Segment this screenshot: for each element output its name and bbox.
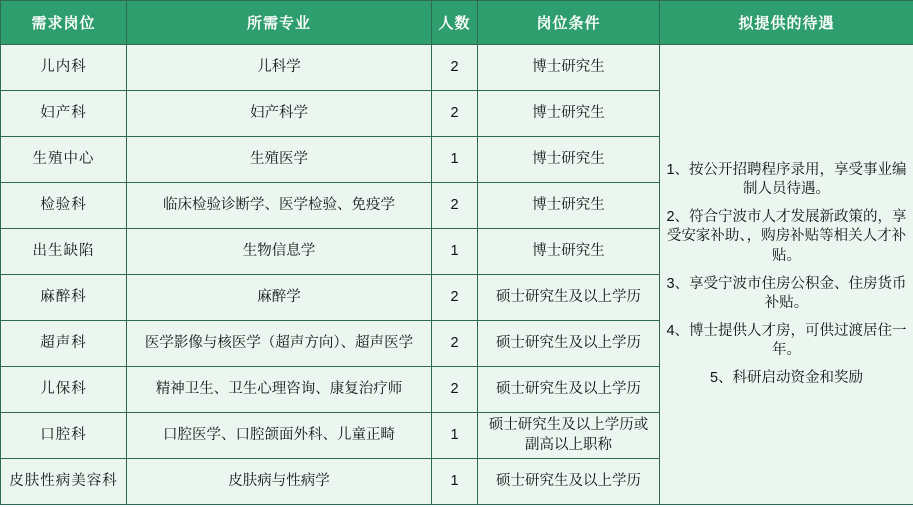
cell-major: 妇产科学 xyxy=(127,91,432,137)
cell-condition: 硕士研究生及以上学历 xyxy=(478,275,660,321)
column-header-major: 所需专业 xyxy=(127,1,432,45)
cell-count: 2 xyxy=(432,91,478,137)
cell-major: 医学影像与核医学（超声方向）、超声医学 xyxy=(127,321,432,367)
benefit-item-1: 1、按公开招聘程序录用，享受事业编制人员待遇。 xyxy=(666,161,907,198)
cell-count: 2 xyxy=(432,367,478,413)
cell-major: 生物信息学 xyxy=(127,229,432,275)
cell-condition: 硕士研究生及以上学历 xyxy=(478,459,660,505)
cell-major: 皮肤病与性病学 xyxy=(127,459,432,505)
benefit-item-4: 4、博士提供人才房，可供过渡居住一年。 xyxy=(666,322,907,359)
cell-major: 临床检验诊断学、医学检验、免疫学 xyxy=(127,183,432,229)
cell-condition: 博士研究生 xyxy=(478,183,660,229)
cell-condition: 博士研究生 xyxy=(478,45,660,91)
benefit-item-2: 2、符合宁波市人才发展新政策的，享受安家补助、，购房补贴等相关人才补贴。 xyxy=(666,208,907,264)
cell-benefit xyxy=(660,45,913,505)
benefit-item-3: 3、享受宁波市住房公积金、住房货币补贴。 xyxy=(666,275,907,312)
cell-post: 皮肤性病美容科 xyxy=(1,459,127,505)
cell-post: 儿内科 xyxy=(1,45,127,91)
cell-count: 1 xyxy=(432,459,478,505)
cell-major: 儿科学 xyxy=(127,45,432,91)
column-header-post: 需求岗位 xyxy=(1,1,127,45)
cell-condition: 博士研究生 xyxy=(478,91,660,137)
cell-condition: 硕士研究生及以上学历 xyxy=(478,367,660,413)
cell-count: 1 xyxy=(432,229,478,275)
cell-post: 检验科 xyxy=(1,183,127,229)
column-header-benefit: 拟提供的待遇 xyxy=(660,1,913,45)
cell-post: 妇产科 xyxy=(1,91,127,137)
cell-condition: 硕士研究生及以上学历或 副高以上职称 xyxy=(478,413,660,459)
cell-count: 2 xyxy=(432,45,478,91)
cell-post: 儿保科 xyxy=(1,367,127,413)
cell-post: 口腔科 xyxy=(1,413,127,459)
cell-count: 2 xyxy=(432,275,478,321)
cell-condition: 博士研究生 xyxy=(478,229,660,275)
cell-count: 1 xyxy=(432,137,478,183)
benefit-item-5: 5、科研启动资金和奖励 xyxy=(709,369,864,386)
cell-post: 麻醉科 xyxy=(1,275,127,321)
cell-major: 精神卫生、卫生心理咨询、康复治疗师 xyxy=(127,367,432,413)
cell-major: 口腔医学、口腔颌面外科、儿童正畸 xyxy=(127,413,432,459)
table-body xyxy=(1,45,913,505)
cell-condition: 硕士研究生及以上学历 xyxy=(478,321,660,367)
cell-count: 1 xyxy=(432,413,478,459)
cell-major: 麻醉学 xyxy=(127,275,432,321)
benefit-list xyxy=(664,161,909,389)
table-row xyxy=(1,45,913,91)
column-header-condition: 岗位条件 xyxy=(478,1,660,45)
cell-post: 超声科 xyxy=(1,321,127,367)
cell-count: 2 xyxy=(432,321,478,367)
cell-post: 出生缺陷 xyxy=(1,229,127,275)
cell-major: 生殖医学 xyxy=(127,137,432,183)
table-header xyxy=(1,1,913,45)
cell-count: 2 xyxy=(432,183,478,229)
cell-condition: 博士研究生 xyxy=(478,137,660,183)
column-header-count: 人数 xyxy=(432,1,478,45)
table-header-row xyxy=(1,1,913,45)
cell-post: 生殖中心 xyxy=(1,137,127,183)
